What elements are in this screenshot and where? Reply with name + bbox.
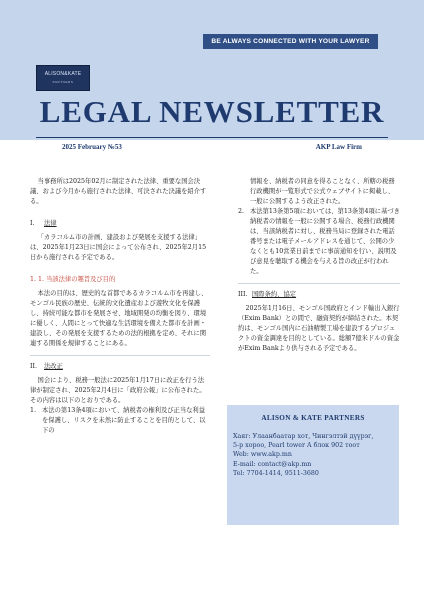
section-divider [30,355,210,356]
contact-firm-name: ALISON & KATE PARTNERS [261,414,365,422]
subsection-number: 1. 1. [30,276,45,283]
contact-phone: Tel: 7704-1414, 9511-3680 [233,469,319,477]
right-column [238,177,400,354]
paragraph: 国会により、税務一般法に2025年1月17日に改正を行う法律が制定され、2025年2月4日に「政府公報」に公布された。その内容は以下のとおりである。 [30,377,206,404]
logo-subtext: PARTNERS [52,80,74,84]
list-number: 2. [238,208,245,215]
logo-text: ALISON&KATE [44,71,82,77]
section-title: 国際条約、協定 [252,291,297,298]
contact-address-line: Хаяг: Улаанбаатар хот, Чингэлтэй дүүрэг, [233,433,374,440]
header-divider [36,137,388,138]
section-heading-amendments [30,362,210,372]
left-column [30,177,210,436]
section-title: 法律 [44,220,57,227]
section-title: 法改正 [44,363,63,370]
intro-paragraph: 当事務所は2025年02月に制定された法律、重要な国会決議、および今月から施行された法律、可決された決議を紹介する。 [30,178,207,205]
issue-number: 2025 February №53 [62,143,122,151]
tagline: BE ALWAYS CONNECTED WITH YOUR LAWYER [203,34,378,49]
list-text: 本法の第13条4項において、納税者の権利及び正当な利益を保護し、リスクを未然に防止することを目的として、以下の [42,407,206,434]
section-number: II. [30,363,37,370]
section-number: III. [238,291,248,298]
contact-box [227,405,399,525]
section-heading-treaties [238,290,400,300]
list-item [238,207,400,277]
list-item-continued: 情報を、納税者の同意を得ることなく、所轄の税務行政機関が一覧形式で公式ウェブサイトに掲載し、一般に公開するよう改正された。 [250,178,395,205]
paragraph: 本法の目的は、歴史的な首都であるカラコルム市を再建し、モンゴル民族の歴史、伝統的文化遺産および遊牧文化を保護し、持続可能な都市を発展させ、地域開発の均衡を図り、環境に優しく、人間にとって快適な生活環境を備えた都市を計画・建設し、その発展を支援するための法的根拠を定め、それに関連する関係を規律することにある。 [30,290,208,347]
firm-name: AKP Law Firm [315,143,362,151]
firm-logo [36,65,90,91]
contact-email: E-mail: contact@akp.mn [233,460,312,468]
subsection-title: 当該法律の趣旨及び目的 [46,276,116,283]
list-item [30,406,210,436]
list-text: 本法第13条第5項においては、第13条第4項に基づき納税者の情報を一般に公開する場合、税務行政機関は、当該納税者に対し、税務当局に登録された電話番号または電子メールアドレスを通じて、公開の少なくとも10営業日前までに事前通知を行い、説明及び意見を聴取する機会を与える旨の改正が行われた。 [250,208,400,275]
section-divider [238,283,400,284]
newsletter-title: LEGAL NEWSLETTER [39,94,385,129]
paragraph: 「カラコルム市の計画、建設および発展を支援する法律」は、2025年1月23日に国会によって公布され、2025年2月15日から施行される予定である。 [30,234,207,261]
contact-details [233,432,399,478]
subsection-heading [30,275,210,285]
section-heading-laws [30,219,210,229]
list-number: 1. [30,407,37,414]
contact-address-line: 5-р хороо, Pearl tower A блок 902 тоот [233,442,360,450]
contact-web: Web: www.akp.mn [233,451,292,459]
section-number: I. [30,220,35,227]
paragraph: 2025年1月16日、モンゴル国政府とインド輸出入銀行（Exim Bank）との間で、融資契約が締結された。本契約は、モンゴル国内に石油精製工場を建設するプロジェクトの資金調達を目的としている。総額7億米ドルの資金がExim Bankより供与される予定である。 [238,305,400,352]
